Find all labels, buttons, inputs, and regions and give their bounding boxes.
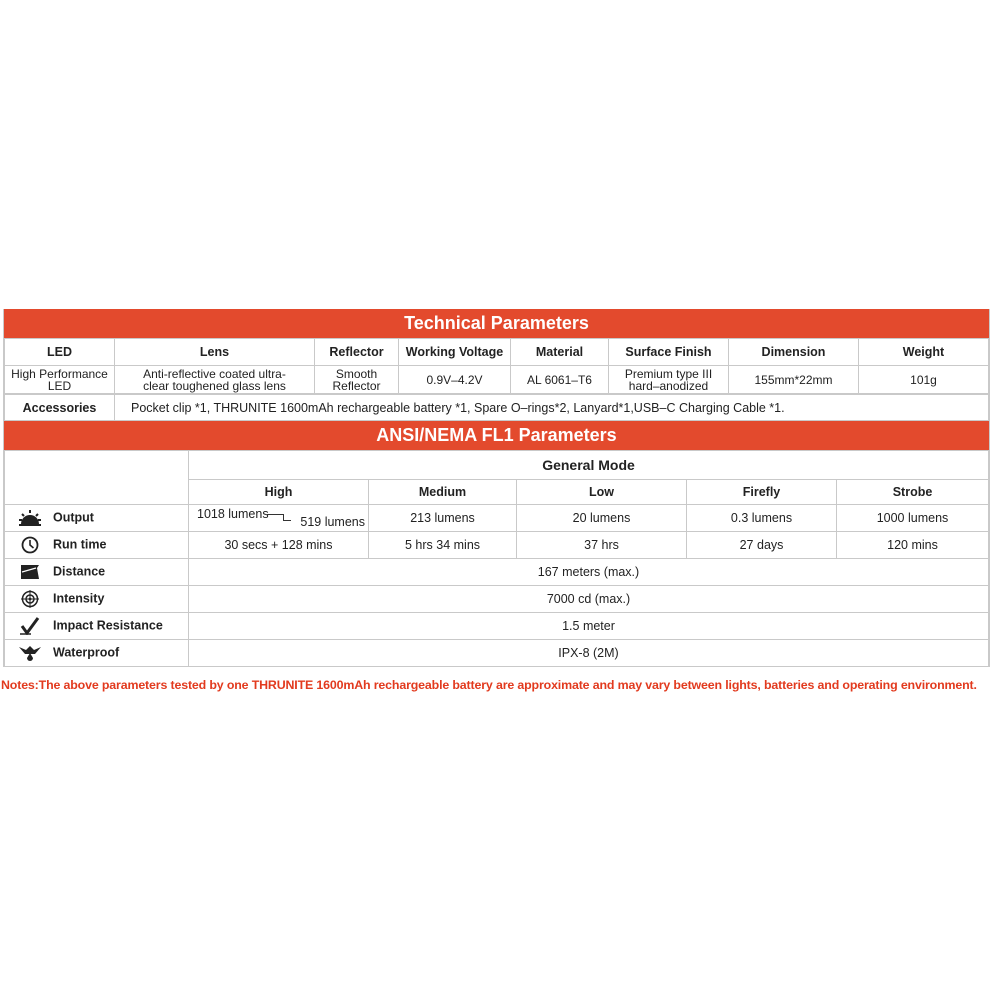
technical-header-row [5,339,989,366]
impact-value: 1.5 meter [189,613,989,640]
ansi-table [4,450,989,667]
output-high-initial: 1018 lumens [197,507,269,521]
intensity-value: 7000 cd (max.) [189,586,989,613]
distance-label: Distance [53,564,106,579]
output-firefly: 0.3 lumens [687,505,837,532]
output-label: Output [53,510,94,525]
accessories-text: Pocket clip *1, THRUNITE 1600mAh rechargeable battery *1, Spare O–rings*2, Lanyard*1,USB–C Charging Cable *1. [115,395,989,421]
sun-output-icon [19,509,41,527]
intensity-label: Intensity [53,591,105,606]
value-material: AL 6061–T6 [511,366,609,394]
intensity-row [5,586,989,613]
value-led: High Performance LED [5,366,115,394]
header-led: LED [5,339,115,366]
waterproof-label-cell [5,640,189,667]
target-icon [19,590,41,608]
value-dimension: 155mm*22mm [729,366,859,394]
runtime-row [5,532,989,559]
impact-label: Impact Resistance [53,618,163,633]
intensity-label-cell [5,586,189,613]
runtime-medium: 5 hrs 34 mins [369,532,517,559]
mode-high: High [189,480,369,505]
value-weight: 101g [859,366,989,394]
distance-label-cell [5,559,189,586]
value-lens: Anti-reflective coated ultra-clear toughened glass lens [115,366,315,394]
mode-medium: Medium [369,480,517,505]
accessories-table [4,394,989,421]
beam-distance-icon [19,563,41,581]
output-strobe: 1000 lumens [837,505,989,532]
header-working-voltage: Working Voltage [399,339,511,366]
technical-parameters-banner: Technical Parameters [4,309,989,338]
runtime-label: Run time [53,537,107,552]
impact-row [5,613,989,640]
stepdown-line-tail [283,520,291,521]
general-mode-row [5,451,989,480]
distance-value: 167 meters (max.) [189,559,989,586]
output-high-stepdown: 519 lumens [300,515,365,529]
stepdown-line [267,514,284,521]
output-high [189,505,369,532]
water-drop-icon [19,644,41,662]
runtime-label-cell [5,532,189,559]
mode-firefly: Firefly [687,480,837,505]
header-dimension: Dimension [729,339,859,366]
technical-values-row [5,366,989,394]
output-label-cell [5,505,189,532]
waterproof-label: Waterproof [53,645,120,660]
mode-low: Low [517,480,687,505]
ansi-parameters-banner: ANSI/NEMA FL1 Parameters [4,421,989,450]
waterproof-row [5,640,989,667]
header-surface-finish: Surface Finish [609,339,729,366]
runtime-strobe: 120 mins [837,532,989,559]
value-working-voltage: 0.9V–4.2V [399,366,511,394]
mode-strobe: Strobe [837,480,989,505]
distance-row [5,559,989,586]
value-surface-finish: Premium type III hard–anodized [609,366,729,394]
header-material: Material [511,339,609,366]
waterproof-value: IPX-8 (2M) [189,640,989,667]
header-reflector: Reflector [315,339,399,366]
spec-sheet [3,309,990,667]
output-low: 20 lumens [517,505,687,532]
impact-icon [19,617,41,635]
general-mode-title: General Mode [189,451,989,480]
accessories-label: Accessories [5,395,115,421]
runtime-low: 37 hrs [517,532,687,559]
clock-icon [19,536,41,554]
accessories-row [5,395,989,421]
value-reflector: Smooth Reflector [315,366,399,394]
impact-label-cell [5,613,189,640]
notes-text: Notes:The above parameters tested by one THRUNITE 1600mAh rechargeable battery are approximate and may vary between lights, batteries and operating environment. [1,678,977,692]
technical-table [4,338,989,394]
output-medium: 213 lumens [369,505,517,532]
runtime-high: 30 secs + 128 mins [189,532,369,559]
header-lens: Lens [115,339,315,366]
header-weight: Weight [859,339,989,366]
runtime-firefly: 27 days [687,532,837,559]
corner-cell [5,451,189,505]
output-row [5,505,989,532]
